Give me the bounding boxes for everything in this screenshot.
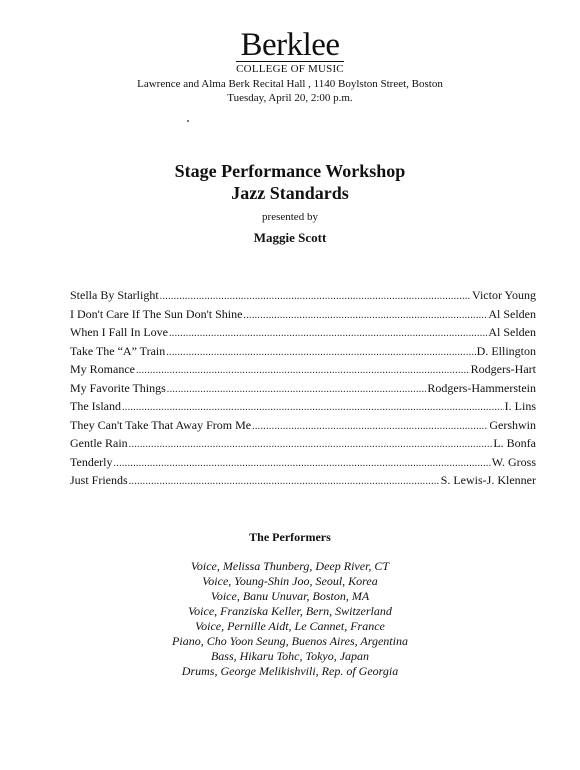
program-row xyxy=(70,455,536,474)
performer: Voice, Pernille Aidt, Le Cannet, France xyxy=(195,619,385,633)
song-title: Take The “A” Train xyxy=(70,343,166,358)
dot-leader xyxy=(122,402,504,413)
composer: Rodgers-Hammerstein xyxy=(427,380,536,395)
performer: Voice, Melissa Thunberg, Deep River, CT xyxy=(190,559,390,573)
header xyxy=(0,27,580,105)
song-title: Just Friends xyxy=(70,473,128,487)
dot-leader xyxy=(166,347,475,358)
song-title: My Favorite Things xyxy=(70,380,166,395)
song-title: My Romance xyxy=(70,362,135,376)
performer: Bass, Hikaru Tohc, Tokyo, Japan xyxy=(210,649,370,663)
performers-section xyxy=(0,530,580,679)
composer: Al Selden xyxy=(488,325,536,339)
dot-leader xyxy=(243,310,487,321)
song-title: The Island xyxy=(70,399,121,413)
song-title: I Don't Care If The Sun Don't Shine xyxy=(70,306,243,321)
composer: W. Gross xyxy=(491,454,536,469)
composer: Victor Young xyxy=(472,288,536,302)
performers-title: The Performers xyxy=(249,530,331,544)
dot-leader xyxy=(136,365,470,376)
composer: Al Selden xyxy=(488,306,536,321)
composer: S. Lewis-J. Klenner xyxy=(440,473,536,487)
program-row xyxy=(70,399,536,418)
performer: Piano, Cho Yoon Seung, Buenos Aires, Argentina xyxy=(172,634,408,648)
composer: Rodgers-Hart xyxy=(470,362,536,376)
performers-list xyxy=(0,559,580,679)
composer: Gershwin xyxy=(489,417,536,432)
performer: Voice, Young-Shin Joo, Seoul, Korea xyxy=(202,574,378,588)
program-row xyxy=(70,288,536,307)
composer: I. Lins xyxy=(504,399,536,413)
dot-leader xyxy=(160,291,471,302)
song-title: Tenderly xyxy=(70,454,113,469)
song-title: They Can't Take That Away From Me xyxy=(70,417,252,432)
venue: Lawrence and Alma Berk Recital Hall , 1140 Boylston Street, Boston xyxy=(137,78,443,90)
program-row xyxy=(70,362,536,381)
presented-by: presented by xyxy=(262,211,318,223)
berklee-logo: Berklee xyxy=(236,30,343,62)
composer: L. Bonfa xyxy=(493,436,536,450)
program-row xyxy=(70,344,536,363)
performer: Drums, George Melikishvili, Rep. of Georgia xyxy=(181,664,399,678)
performer: Voice, Franziska Keller, Bern, Switzerland xyxy=(188,604,392,618)
program-row xyxy=(70,418,536,437)
dot-leader xyxy=(129,476,440,487)
program-row xyxy=(70,307,536,326)
song-title: When I Fall In Love xyxy=(70,325,168,339)
composer: D. Ellington xyxy=(476,343,536,358)
presenter-name: Maggie Scott xyxy=(253,230,327,245)
program-row xyxy=(70,325,536,344)
stray-mark xyxy=(187,120,189,122)
dot-leader xyxy=(113,458,490,469)
program-list xyxy=(70,288,536,492)
program-row xyxy=(70,436,536,455)
title-block xyxy=(0,160,580,246)
event-datetime: Tuesday, April 20, 2:00 p.m. xyxy=(227,92,353,104)
event-title: Stage Performance Workshop xyxy=(174,161,406,181)
college-name: COLLEGE OF MUSIC xyxy=(236,63,344,75)
program-row xyxy=(70,473,536,492)
program-row xyxy=(70,381,536,400)
dot-leader xyxy=(167,384,427,395)
song-title: Stella By Starlight xyxy=(70,288,159,302)
dot-leader xyxy=(129,439,493,450)
event-subtitle: Jazz Standards xyxy=(231,183,349,203)
dot-leader xyxy=(169,328,487,339)
song-title: Gentle Rain xyxy=(70,436,128,450)
dot-leader xyxy=(252,421,488,432)
performer: Voice, Banu Unuvar, Boston, MA xyxy=(210,589,370,603)
